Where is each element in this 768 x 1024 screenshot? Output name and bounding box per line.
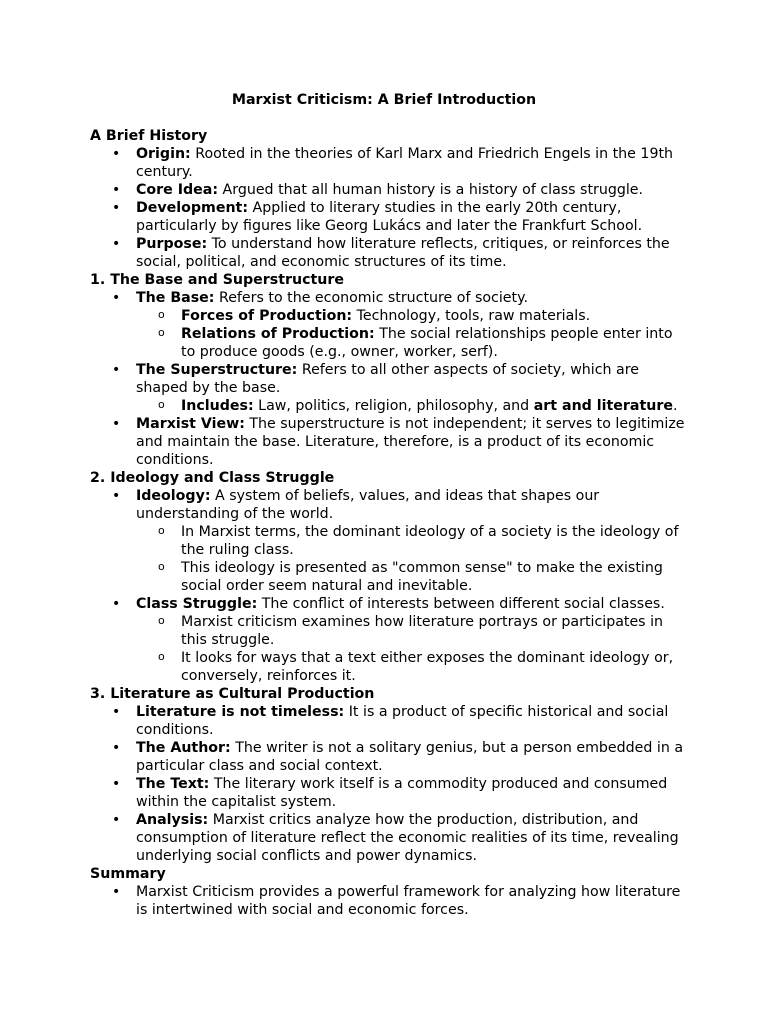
list-item [90, 703, 690, 739]
item-label: Marxist View: [136, 416, 245, 432]
list-item [90, 739, 690, 775]
sub-list-item [136, 325, 690, 361]
item-text: The conflict of interests between different social classes. [257, 596, 665, 612]
item-text: A system of beliefs, values, and ideas that shapes our understanding of the world. [136, 488, 600, 522]
item-label: Includes: [181, 398, 254, 414]
item-label: Development: [136, 200, 248, 216]
item-label: The Base: [136, 290, 215, 306]
sub-list [136, 397, 690, 415]
sub-list [136, 307, 690, 361]
item-label: Core Idea: [136, 182, 219, 198]
item-text: The literary work itself is a commodity produced and consumed within the capitalist system. [136, 776, 668, 810]
item-label: Ideology: [136, 488, 211, 504]
sub-list-item: o It looks for ways that a text either exposes the dominant ideology or, conversely, reinforces it. [136, 649, 690, 685]
section-heading-base-superstructure: 1. The Base and Superstructure [90, 272, 345, 288]
item-text: The writer is not a solitary genius, but a person embedded in a particular class and social context. [136, 740, 684, 774]
item-label: Forces of Production: [181, 308, 353, 324]
sub-list [136, 613, 690, 685]
sub-list-item: o This ideology is presented as "common sense" to make the existing social order seem natural and inevitable. [136, 559, 690, 595]
sub-list-item: o Marxist criticism examines how literature portrays or participates in this struggle. [136, 613, 690, 649]
sub-list [136, 523, 690, 595]
list-item [90, 595, 690, 685]
list-item [90, 181, 690, 199]
item-label: Literature is not timeless: [136, 704, 345, 720]
item-text: Marxist critics analyze how the production, distribution, and consumption of literature reflect the economic realities of its time, revealing underlying social conflicts and power dynamics. [136, 812, 679, 864]
section-heading-history: A Brief History [90, 128, 208, 144]
item-text: Argued that all human history is a history of class struggle. [218, 182, 644, 198]
list-item [90, 145, 690, 181]
item-label: Purpose: [136, 236, 208, 252]
list-item [90, 487, 690, 595]
item-text: Rooted in the theories of Karl Marx and Friedrich Engels in the 19th century. [136, 146, 674, 180]
item-text: To understand how literature reflects, critiques, or reinforces the social, political, and economic structures of its time. [136, 236, 670, 270]
list-item [90, 235, 690, 271]
literature-list [90, 703, 690, 865]
list-item [90, 415, 690, 469]
item-text-end: . [672, 398, 678, 414]
section-heading-ideology: 2. Ideology and Class Struggle [90, 470, 335, 486]
list-item [90, 811, 690, 865]
item-label: Origin: [136, 146, 191, 162]
summary-list [90, 883, 690, 919]
list-item [90, 775, 690, 811]
item-text: Refers to all other aspects of society, which are shaped by the base. [136, 362, 639, 396]
list-item [90, 361, 690, 415]
item-text: It is a product of specific historical and social conditions. [136, 704, 669, 738]
item-label: Relations of Production: [181, 326, 375, 342]
ideology-list [90, 487, 690, 685]
item-label: The Superstructure: [136, 362, 298, 378]
spacer [90, 109, 690, 127]
history-list [90, 145, 690, 271]
item-text: The superstructure is not independent; it serves to legitimize and maintain the base. Literature, therefore, is a product of its economic conditions. [136, 416, 685, 468]
section-heading-summary: Summary [90, 866, 166, 882]
base-list [90, 289, 690, 469]
list-item [90, 199, 690, 235]
document-page [90, 91, 690, 919]
emphasis-text: art and literature [533, 398, 673, 414]
sub-list-item [136, 397, 690, 415]
item-text: The social relationships people enter into to produce goods (e.g., owner, worker, serf). [181, 326, 673, 360]
item-label: The Text: [136, 776, 210, 792]
item-text: Refers to the economic structure of society. [214, 290, 528, 306]
item-label: Class Struggle: [136, 596, 258, 612]
sub-list-item [136, 307, 690, 325]
item-label: Analysis: [136, 812, 209, 828]
section-heading-literature: 3. Literature as Cultural Production [90, 686, 375, 702]
document-title: Marxist Criticism: A Brief Introduction [231, 92, 537, 108]
item-text: Applied to literary studies in the early 20th century, particularly by figures like Georg Lukács and later the Frankfurt School. [136, 200, 643, 234]
list-item [90, 289, 690, 361]
list-item: • Marxist Criticism provides a powerful framework for analyzing how literature is intertwined with social and economic forces. [90, 883, 690, 919]
item-text: Technology, tools, raw materials. [352, 308, 591, 324]
item-label: The Author: [136, 740, 231, 756]
sub-list-item: o In Marxist terms, the dominant ideology of a society is the ideology of the ruling class. [136, 523, 690, 559]
item-text: Law, politics, religion, philosophy, and [253, 398, 534, 414]
